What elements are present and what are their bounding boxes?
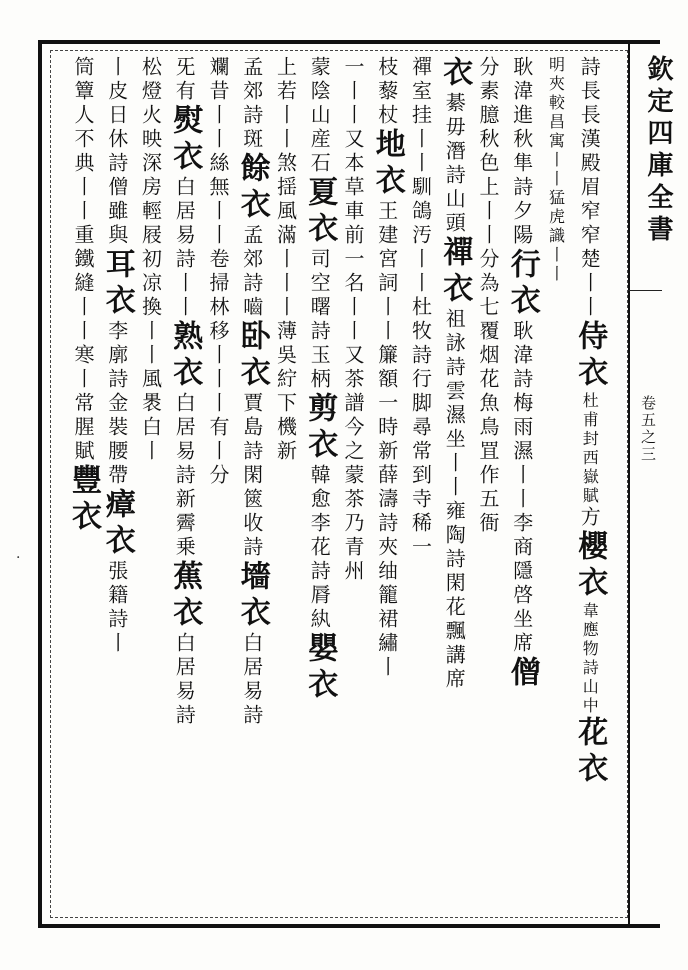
entry-text: 白居易詩丨丨 (172, 176, 197, 320)
entry-text: 韓愈李花詩脣紈 (307, 464, 332, 632)
entry-heading: 熨衣 (167, 104, 203, 176)
entry-heading: 地衣 (369, 128, 405, 200)
entry-text: 燈火映深房 (138, 80, 163, 200)
entry-heading: 餘衣 (234, 152, 270, 224)
entry-heading: 衣 (437, 56, 473, 92)
column-text (60, 56, 106, 536)
entry-text: 白居易詩新霽乗 (172, 392, 197, 560)
entry-text: 絲無丨丨 (206, 152, 230, 248)
entry-text: 風褁白丨 (138, 368, 163, 464)
entry-text: 窄窄楚丨丨 (577, 200, 602, 320)
entry-text: 白居易詩 (172, 632, 197, 728)
entry-text: 分素臆秋色上丨丨 (476, 56, 500, 248)
entry-text: 丨常腥賦 (71, 368, 95, 464)
entry-text: 又本草車前一名丨丨又茶譜今之蒙茶乃青州 (341, 128, 365, 584)
entry-text: 杜甫封西嶽賦 (580, 392, 600, 506)
text-column (60, 56, 101, 916)
entry-text: 馴鴿汚丨丨杜牧詩行脚尋常到寺稀一 (408, 176, 433, 560)
entry-text: 耿湋進秋隼詩夕陽 (509, 56, 534, 248)
entry-text: 王建宮詞丨丨簾額一時新薛濤詩夾䌷籠裙繡丨 (374, 200, 399, 680)
entry-text: 輕屐初凉換丨丨 (138, 200, 163, 368)
entry-text: 孟郊詩斑 (239, 56, 264, 152)
entry-text: 上若丨丨煞 (273, 56, 298, 176)
entry-heading: 熟衣 (167, 320, 203, 392)
margin-dots: · (16, 550, 21, 566)
entry-heading: 禪衣 (437, 236, 473, 308)
entry-heading: 行衣 (504, 248, 540, 320)
entry-text: 賈島詩閑篋收詩 (239, 392, 264, 560)
entry-text: 李廓詩金裝腰帶 (104, 320, 129, 488)
entry-heading: 卧衣 (234, 320, 270, 392)
entry-text: 丨薄吳紵下機新 (273, 296, 298, 464)
entry-text: 詩長長漢殿眉 (577, 56, 602, 200)
fold-margin (628, 290, 662, 941)
entry-text: 旡有 (172, 56, 197, 104)
entry-text: 分為七覆烟花魚鳥罝作五衙 (476, 248, 500, 536)
entry-text: 卷掃林移丨丨 (206, 248, 230, 392)
entry-text: 明夾較昌寓丨丨 (546, 56, 566, 189)
entry-text: 祖詠詩雲濕坐丨丨雍陶詩閑花飄講席 (442, 308, 467, 692)
entry-text: 揺風滿丨丨 (273, 176, 298, 296)
book-title: 欽定四庫全書 (643, 55, 673, 247)
entry-text: 綦毋潛詩山頭 (442, 92, 467, 236)
entry-heading: 剪衣 (302, 392, 338, 464)
entry-heading: 耳衣 (99, 248, 135, 320)
entry-heading: 夏衣 (302, 176, 338, 248)
entry-text: 筒簟人不典丨丨 (71, 56, 95, 224)
entry-heading: 僧 (504, 656, 540, 692)
entry-text: 孟郊詩嚙 (239, 224, 264, 320)
entry-text: 耿湋詩梅雨濕丨丨李商隱啓坐席 (509, 320, 534, 656)
entry-text: 丨有丨分 (206, 392, 230, 488)
entry-heading: 侍衣 (572, 320, 608, 392)
entry-heading: 瘴衣 (99, 488, 135, 560)
entry-text: 白居易詩 (239, 632, 264, 728)
entry-text: 韋應物詩山中 (580, 602, 600, 716)
entry-text: 張籍詩丨 (104, 560, 129, 656)
entry-heading: 豐衣 (66, 464, 101, 536)
volume-label: 卷五之三 (639, 395, 657, 463)
entry-text: 禪室挂丨丨 (408, 56, 433, 176)
entry-heading: 嬰衣 (302, 632, 338, 704)
entry-text: 蒙陰山産石 (307, 56, 332, 176)
entry-text: 猛虎識丨丨 (546, 189, 566, 284)
entry-text: 丨皮日休詩僧雖與 (104, 56, 129, 248)
entry-text: 一丨丨 (341, 56, 365, 128)
entry-text: 松 (138, 56, 163, 80)
entry-heading: 墻衣 (234, 560, 270, 632)
entry-text: 枝藜杖 (374, 56, 399, 128)
entry-text: 斕昔丨丨 (206, 56, 230, 152)
entry-text: 重鐵縫丨丨寒 (71, 224, 95, 368)
entry-heading: 花衣 (572, 716, 608, 788)
entry-heading: 蕉衣 (167, 560, 203, 632)
entry-heading: 櫻衣 (572, 530, 608, 602)
entry-text: 方 (577, 506, 602, 530)
entry-text: 司空曙詩玉柄 (307, 248, 332, 392)
